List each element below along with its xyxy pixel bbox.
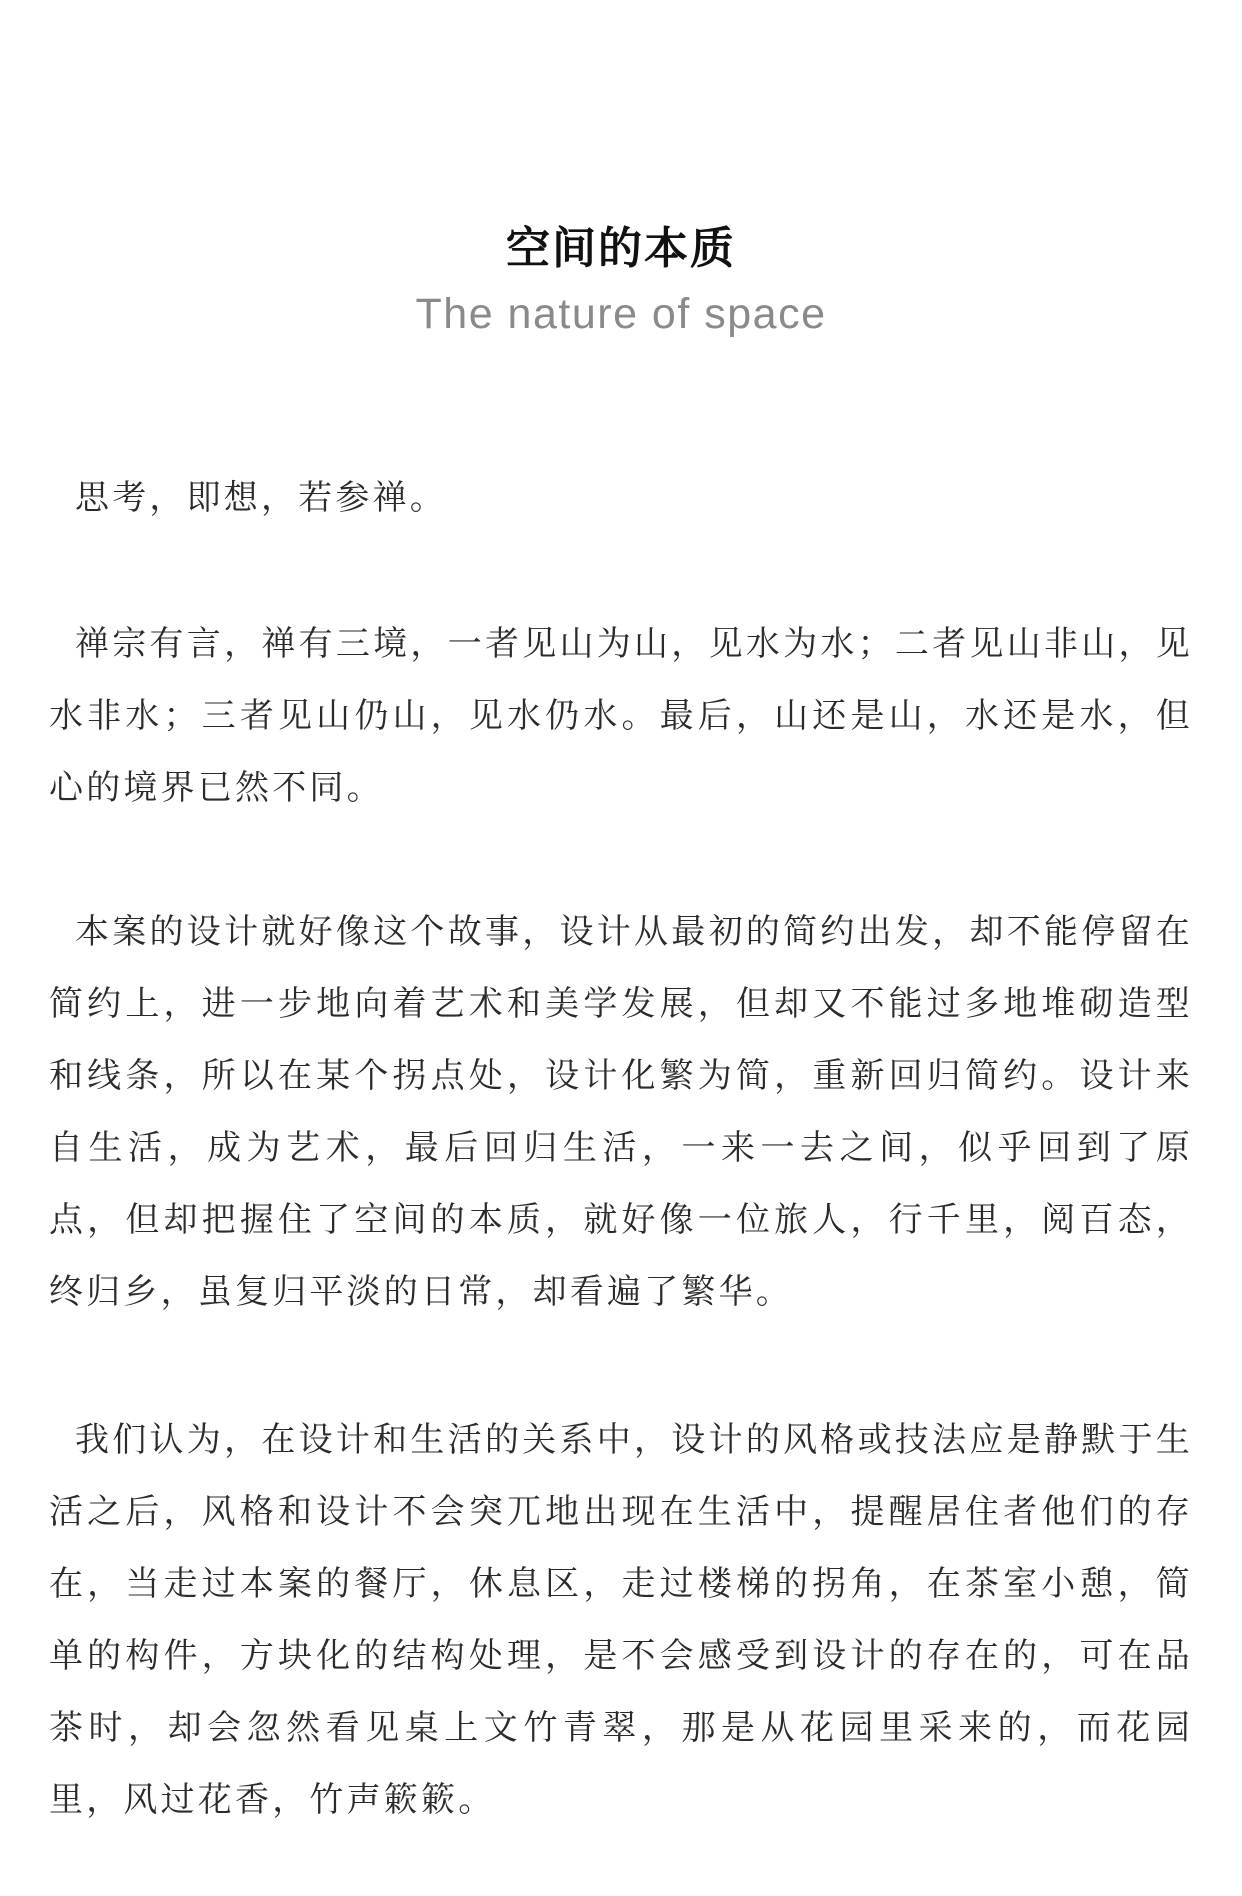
paragraph-3: 本案的设计就好像这个故事，设计从最初的简约出发，却不能停留在简约上，进一步地向着艺术和美学发展，但却又不能过多地堆砌造型和线条，所以在某个拐点处，设计化繁为简，重新回归简约。设计来自生活，成为艺术，最后回归生活，一来一去之间，似乎回到了原点，但却把握住了空间的本质，就好像一位旅人，行千里，阅百态，终归乡，虽复归平淡的日常，却看遍了繁华。 [49, 912, 1193, 1312]
paragraph-2: 禅宗有言，禅有三境，一者见山为山，见水为水；二者见山非山，见水非水；三者见山仍山，见水仍水。最后，山还是山，水还是水，但心的境界已然不同。 [49, 624, 1193, 808]
paragraph-4: 我们认为，在设计和生活的关系中，设计的风格或技法应是静默于生活之后，风格和设计不会突兀地出现在生活中，提醒居住者他们的存在，当走过本案的餐厅，休息区，走过楼梯的拐角，在茶室小憩，简单的构件，方块化的结构处理，是不会感受到设计的存在的，可在品茶时，却会忽然看见桌上文竹青翠，那是从花园里采来的，而花园里，风过花香，竹声簌簌。 [49, 1420, 1193, 1820]
article-title: 空间的本质 [506, 223, 736, 274]
paragraph-1: 思考，即想，若参禅。 [75, 478, 447, 518]
article-subtitle: The nature of space [415, 290, 827, 338]
